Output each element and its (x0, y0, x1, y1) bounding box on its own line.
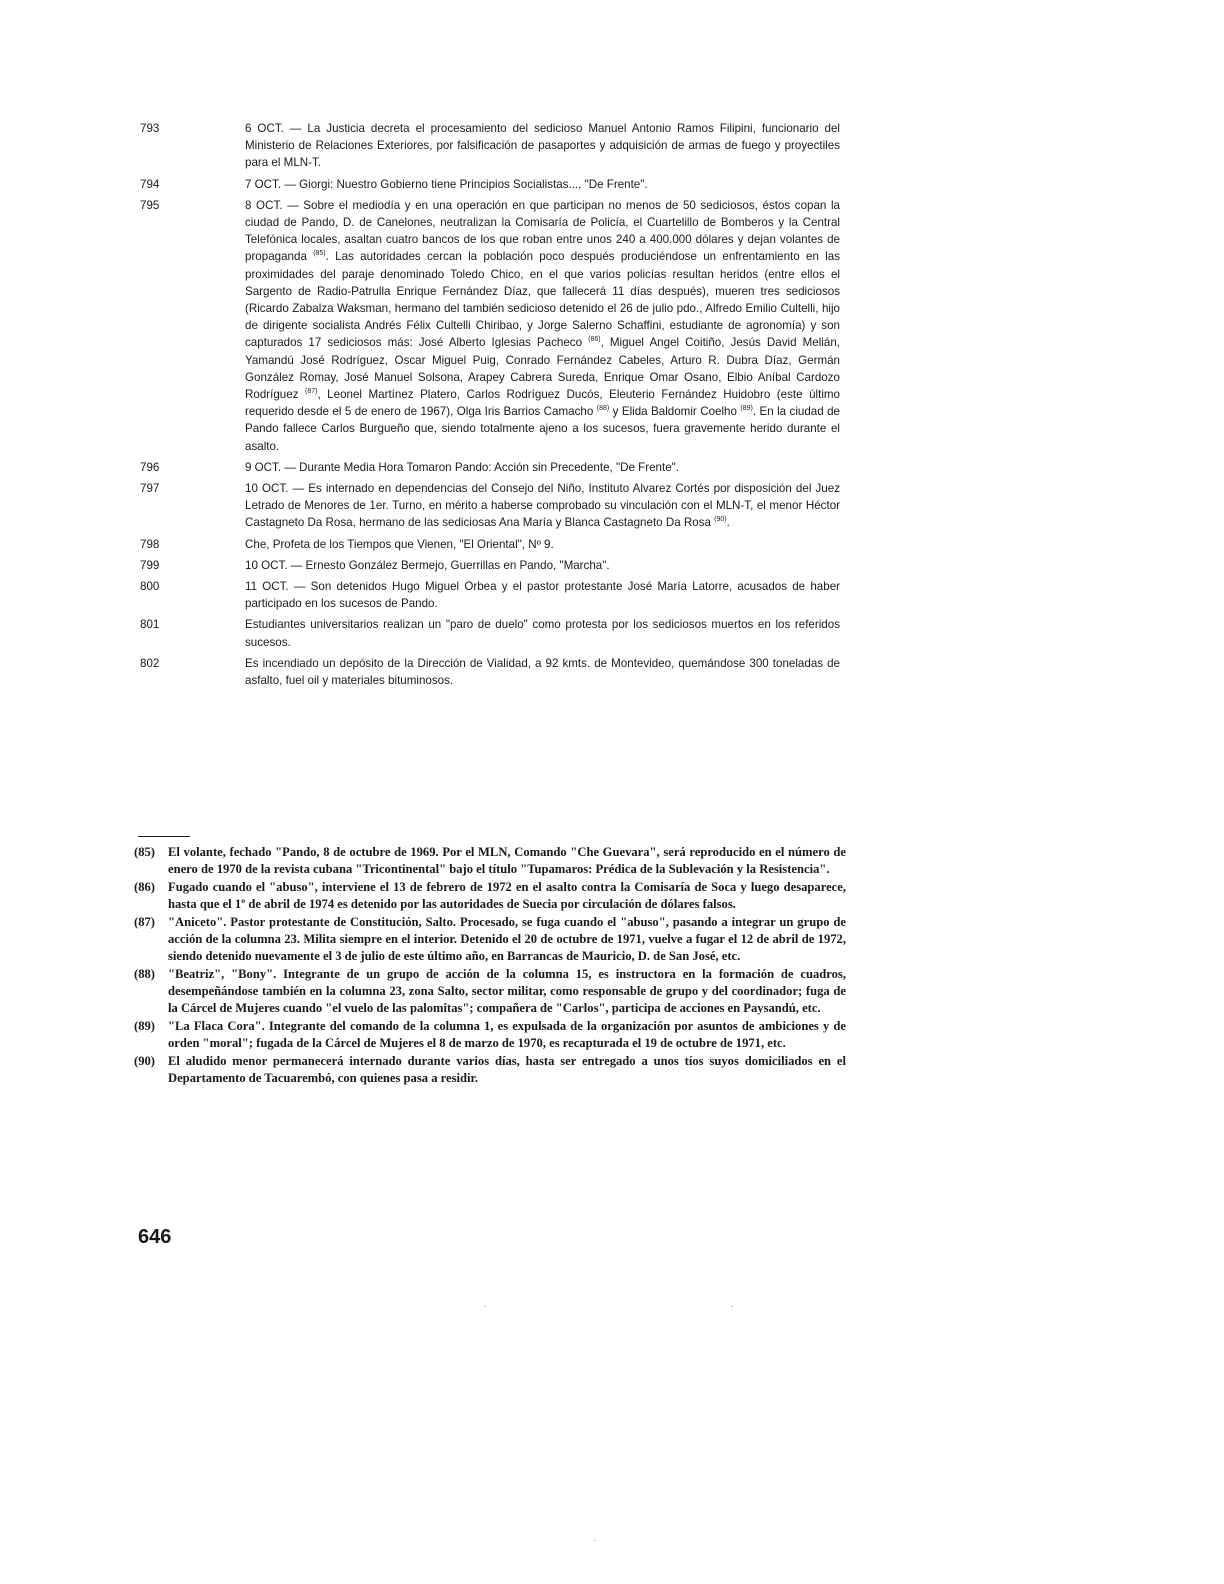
entry-796 (140, 459, 840, 476)
chronology-entries (140, 120, 840, 693)
footnote-ref: (89) (740, 405, 753, 413)
entry-text-part: . En la ciudad de Pando fallece Carlos Burgueño que, siendo totalmente ajeno a los sucesos, fuera gravemente herido durante el asalto. (245, 405, 841, 453)
footnote-number: (85) (134, 845, 155, 859)
footnote-text: Fugado cuando el "abuso", interviene el 13 de febrero de 1972 en el asalto contra la Comisaría de Soca y luego desaparece, hasta que el 1º de abril de 1974 es detenido por las autoridades de Suecia por circulación de dólares falsos. (168, 880, 846, 911)
entry-number: 796 (140, 460, 160, 474)
footnote-ref: (86) (588, 336, 601, 344)
entry-text: 6 OCT. — La Justicia decreta el procesamiento del sedicioso Manuel Antonio Ramos Filipini, funcionario del Ministerio de Relaciones Exteriores, por falsificación de pasaportes y adquisición de armas de fuego y proyectiles para el MLN-T. (245, 122, 840, 170)
footnote-number: (87) (134, 915, 155, 929)
entry-801 (140, 616, 840, 650)
entry-text: 7 OCT. — Giorgi: Nuestro Gobierno tiene Principios Socialistas..., "De Frente". (245, 177, 648, 191)
entry-798 (140, 536, 840, 553)
entry-793 (140, 120, 840, 172)
scan-speck (731, 1306, 733, 1307)
entry-799 (140, 557, 840, 574)
entry-text-part: 10 OCT. — Es internado en dependencias del Consejo del Niño, Instituto Alvarez Cortés por disposición del Juez Letrado de Menores de 1er. Turno, en mérito a haberse comprobado su vinculación con el MLN-T, el menor Héctor Castagneto Da Rosa, hermano de las sediciosas Ana María y Blanca Castagneto Da Rosa (245, 482, 840, 530)
footnote-86 (134, 879, 846, 913)
entry-number: 799 (140, 558, 160, 572)
footnote-88 (134, 966, 846, 1017)
footnote-text: "Beatriz", "Bony". Integrante de un grupo de acción de la columna 15, es instructora en la formación de cuadros, desempeñándose también en la columna 23, zona Salto, sector militar, como responsable de grupo y del coordinador; fuga de la Cárcel de Mujeres cuando "el vuelo de las palomitas"; compañera de "Carlos", participa de acciones en Paysandú, etc. (168, 967, 846, 1015)
footnote-ref: (88) (596, 405, 610, 413)
footnote-ref: (85) (313, 250, 326, 258)
footnote-90 (134, 1053, 846, 1087)
entry-number: 801 (140, 618, 160, 632)
footnote-text: "Aniceto". Pastor protestante de Constitución, Salto. Procesado, se fuga cuando el "abuso", pasando a integrar un grupo de acción de la columna 23. Milita siempre en el interior. Detenido el 20 de octubre de 1971, vuelve a fugar el 12 de abril de 1972, siendo detenido nuevamente el 3 de julio de este último año, en Barrancas de Mauricio, D. de San José, etc. (168, 915, 846, 963)
entry-number: 797 (140, 482, 160, 496)
footnote-number: (88) (134, 967, 155, 981)
entry-text: Es incendiado un depósito de la Dirección de Vialidad, a 92 kmts. de Montevideo, quemándose 300 toneladas de asfalto, fuel oil y materiales bituminosos. (245, 656, 840, 688)
entry-text: Che, Profeta de los Tiempos que Vienen, "El Oriental", Nº 9. (245, 537, 554, 551)
footnote-89 (134, 1018, 846, 1052)
footnote-text: El volante, fechado "Pando, 8 de octubre de 1969. Por el MLN, Comando "Che Guevara", será reproducido en el número de enero de 1970 de la revista cubana "Tricontinental" bajo el título "Tupamaros: Prédica de la Sublevación y la Resistencia". (168, 845, 846, 876)
entry-text (245, 480, 840, 532)
footnote-number: (90) (134, 1054, 155, 1068)
entry-number: 795 (140, 198, 160, 212)
entry-802 (140, 655, 840, 689)
footnote-ref: (90) (714, 516, 727, 524)
footnote-85 (134, 844, 846, 878)
footnote-ref: (87) (305, 388, 318, 396)
footnote-text: "La Flaca Cora". Integrante del comando de la columna 1, es expulsada de la organización por asuntos de ambiciones y de orden "moral"; fugada de la Cárcel de Mujeres el 8 de marzo de 1970, es recapturada el 19 de octubre de 1971, etc. (168, 1019, 846, 1050)
footnotes (134, 844, 846, 1088)
entry-text: Estudiantes universitarios realizan un "paro de duelo" como protesta por los sediciosos muertos en los referidos sucesos. (245, 618, 840, 649)
entry-number: 793 (140, 122, 160, 135)
page-number: 646 (138, 1226, 172, 1248)
entry-text-part: y Elida Baldomir Coelho (609, 405, 741, 419)
footnote-number: (89) (134, 1019, 155, 1033)
footnote-87 (134, 914, 846, 965)
entry-number: 798 (140, 537, 160, 551)
entry-text (245, 197, 840, 455)
footnote-number: (86) (134, 880, 155, 894)
entry-800 (140, 578, 840, 612)
entry-text-part: . (726, 516, 730, 530)
entry-number: 800 (140, 580, 160, 594)
entry-797 (140, 480, 840, 532)
entry-text: 11 OCT. — Son detenidos Hugo Miguel Orbea y el pastor protestante José María Latorre, acusados de haber participado en los sucesos de Pando. (245, 580, 840, 611)
entry-number: 802 (140, 656, 160, 670)
entry-text: 10 OCT. — Ernesto González Bermejo, Guerrillas en Pando, "Marcha". (245, 558, 610, 572)
entry-number: 794 (140, 177, 160, 191)
entry-text-part: 8 OCT. — Sobre el mediodía y en una operación en que participan no menos de 50 sediciosos, éstos copan la ciudad de Pando, D. de Canelones, neutralizan la Comisaría de Policía, el Cuartelillo de Bomberos y la Central Telefónica locales, asaltan cuatro bancos de los que roban entre unos 240 a 400.000 dólares y dejan volantes de propaganda (245, 198, 840, 264)
entry-text-part: , Miguel Angel Coitiño, Jesús David Melián, Yamandú José Rodríguez, Oscar Miguel Puig, Conrado Fernández Cabeles, Arturo R. Dubra Díaz, Germán González Romay, José Manuel Solsona, Arapey Cabrera Sureda, Enrique Omar Osano, Elbio Aníbal Cardozo Rodríguez (245, 336, 840, 402)
scan-speck (594, 1540, 596, 1541)
entry-795 (140, 197, 840, 455)
footnote-text: El aludido menor permanecerá internado durante varios días, hasta ser entregado a unos tíos suyos domiciliados en el Departamento de Tacuarembó, con quienes pasa a residir. (168, 1054, 846, 1085)
footnote-divider (138, 836, 190, 837)
entry-text: 9 OCT. — Durante Media Hora Tomaron Pando: Acción sin Precedente, "De Frente". (245, 460, 679, 474)
entry-text-part: . Las autoridades cercan la población poco después produciéndose un enfrentamiento en las proximidades del paraje denominado Toledo Chico, en el que varios policías resultan heridos (entre ellos el Sargento de Radio-Patrulla Enrique Fernández Díaz, que fallecerá 11 días después), mueren tres sediciosos (Ricardo Zabalza Waksman, hermano del también sedicioso detenido el 26 de julio pdo., Alfredo Emilio Cultelli, hijo de dirigente socialista Andrés Félix Cultelli Chiribao, y Jorge Salerno Schaffini, estudiante de agronomía) y son capturados 17 sediciosos más: José Alberto Iglesias Pacheco (245, 250, 840, 350)
entry-text-part: , Leonel Martínez Platero, Carlos Rodríguez Ducós, Eleuterio Fernández Huidobro (este último requerido desde el 5 de enero de 1967), Olga Iris Barrios Camacho (245, 388, 840, 419)
scan-speck (484, 1306, 486, 1307)
entry-794 (140, 176, 840, 193)
